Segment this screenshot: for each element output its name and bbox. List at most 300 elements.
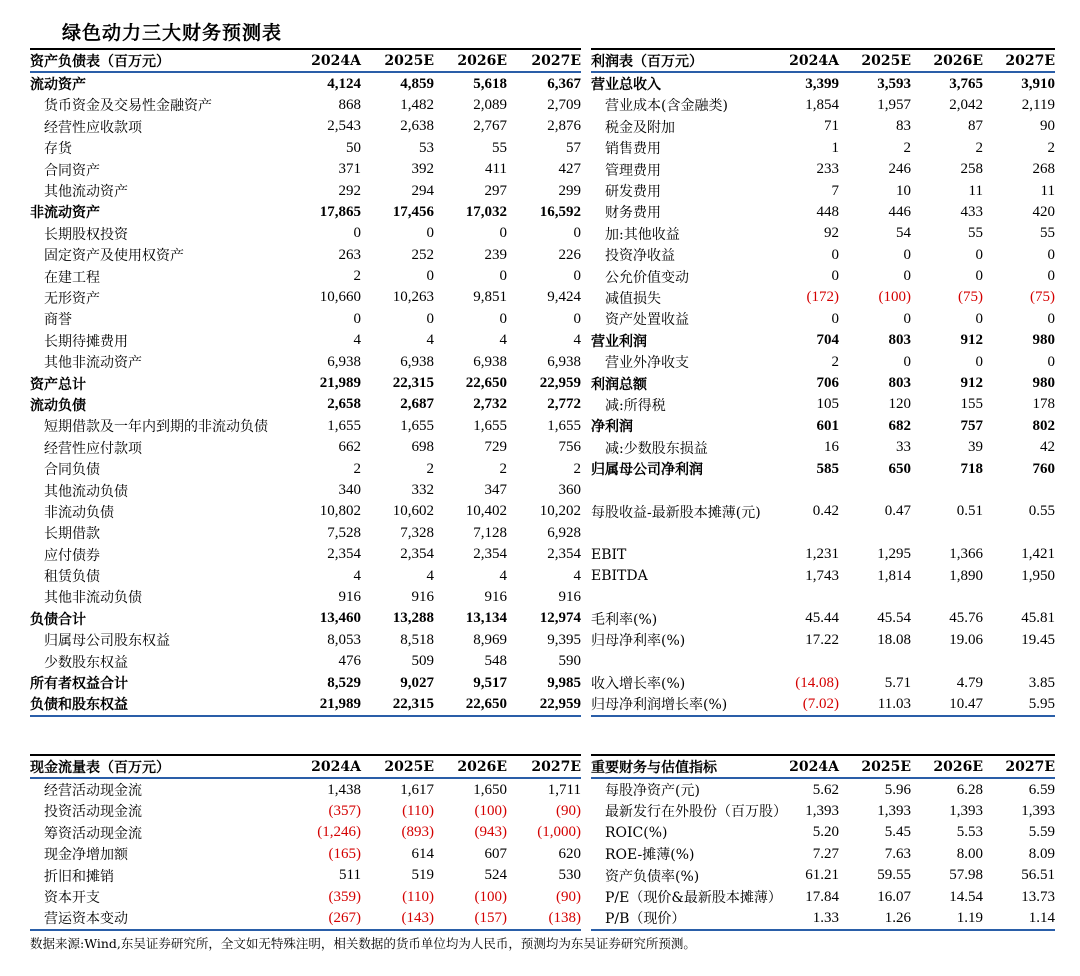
cell-value: 2 — [1047, 139, 1055, 156]
cell-value: 2,354 — [400, 546, 434, 563]
cell-value: 6.59 — [1028, 781, 1055, 798]
cell-value: 0 — [1047, 310, 1055, 327]
table-row — [591, 480, 1055, 501]
cell-value: 45.44 — [805, 610, 839, 627]
cell-value: 4 — [353, 332, 361, 349]
cell-value: 45.54 — [877, 610, 911, 627]
cell-value: 263 — [338, 246, 361, 263]
row-label: 营业总收入 — [591, 77, 661, 94]
cell-value: 706 — [816, 375, 839, 392]
cell-value: 614 — [411, 845, 434, 862]
cell-value: 1,743 — [805, 567, 839, 584]
cell-value: 650 — [888, 460, 911, 477]
column-header: 2026E — [457, 758, 507, 775]
table-row — [30, 223, 581, 244]
row-label: 经营性应付款项 — [44, 440, 142, 457]
cell-value: 0 — [975, 246, 983, 263]
table-row — [591, 523, 1055, 544]
cell-value: 120 — [888, 396, 911, 413]
table-row — [30, 886, 581, 907]
cell-value: 433 — [960, 203, 983, 220]
cell-value: 4 — [573, 332, 581, 349]
cell-value: (75) — [1030, 289, 1055, 306]
cell-value: 0.42 — [812, 503, 839, 520]
table-row — [30, 437, 581, 458]
cell-value: 8.00 — [956, 845, 983, 862]
cell-value: 332 — [411, 482, 434, 498]
cell-value: 2 — [831, 353, 839, 370]
row-label: 筹资活动现金流 — [44, 825, 142, 842]
row-label: 每股收益-最新股本摊薄(元) — [591, 504, 761, 521]
cell-value: 2 — [903, 139, 911, 156]
table-row — [30, 694, 581, 716]
table-row — [591, 501, 1055, 522]
cell-value: 3.85 — [1028, 674, 1055, 691]
cell-value: 19.45 — [1021, 631, 1055, 648]
table-row — [591, 865, 1055, 886]
table-header-row — [591, 755, 1055, 778]
cell-value: 21,989 — [319, 375, 361, 392]
cell-value: 19.06 — [949, 631, 983, 648]
cell-value: (267) — [328, 909, 361, 926]
table-row — [591, 822, 1055, 843]
cell-value: 226 — [558, 246, 581, 263]
cell-value: 0 — [903, 310, 911, 327]
cell-value: 601 — [816, 417, 839, 434]
table-row — [30, 587, 581, 608]
table-row — [591, 886, 1055, 907]
cell-value: 22,650 — [465, 695, 507, 712]
cell-value: 6,367 — [547, 75, 581, 92]
table-row — [30, 778, 581, 800]
row-label: 商誉 — [44, 312, 72, 329]
cell-value: 2 — [573, 460, 581, 477]
cell-value — [767, 651, 839, 672]
cell-value: 1.19 — [956, 909, 983, 926]
cell-value: 0 — [573, 310, 581, 327]
row-label: 归属母公司股东权益 — [44, 633, 170, 650]
cell-value: (157) — [474, 909, 507, 926]
column-header: 2024A — [789, 758, 839, 775]
table-row — [30, 844, 581, 865]
cell-value: 178 — [1032, 396, 1055, 413]
row-label: EBITDA — [591, 568, 648, 585]
cell-value: 1,393 — [877, 802, 911, 819]
table-row — [591, 245, 1055, 266]
cell-value: 0 — [1047, 268, 1055, 285]
cell-value: (1,000) — [537, 824, 581, 841]
cell-value: 4 — [573, 567, 581, 584]
cell-value: 294 — [411, 182, 434, 199]
column-header: 2026E — [933, 758, 983, 775]
row-label: 投资净收益 — [605, 248, 675, 265]
column-header: 2027E — [1005, 758, 1055, 775]
page-title: 绿色动力三大财务预测表 — [62, 22, 283, 44]
cell-value: 620 — [558, 845, 581, 862]
cell-value: 392 — [411, 161, 434, 178]
cell-value: 3,910 — [1021, 75, 1055, 92]
cell-value: (943) — [474, 824, 507, 841]
cell-value: 2,767 — [473, 118, 507, 135]
table-row — [30, 523, 581, 544]
cell-value: 2 — [426, 460, 434, 477]
table-row — [591, 844, 1055, 865]
row-label: 最新发行在外股份（百万股） — [605, 804, 787, 821]
cell-value: 6.28 — [956, 781, 983, 798]
cell-value: 1,393 — [805, 802, 839, 819]
column-header: 2027E — [531, 758, 581, 775]
cell-value: 11.03 — [877, 695, 911, 712]
cell-value: 22,315 — [392, 695, 434, 712]
cell-value: 0 — [499, 268, 507, 285]
cell-value: 1,650 — [473, 781, 507, 798]
cell-value: 340 — [338, 482, 361, 498]
table-row — [591, 116, 1055, 137]
cell-value: 0 — [831, 246, 839, 263]
row-label: 经营活动现金流 — [44, 783, 142, 800]
cell-value: 682 — [888, 417, 911, 434]
row-label: 非流动负债 — [44, 504, 114, 521]
cell-value: (1,246) — [317, 824, 361, 841]
cell-value: 1.14 — [1028, 909, 1055, 926]
cell-value: 511 — [339, 867, 361, 884]
cell-value: 8,518 — [400, 631, 434, 648]
cell-value: 729 — [484, 439, 507, 456]
row-label: 资产负债率(%) — [605, 868, 700, 885]
cell-value — [983, 480, 1055, 501]
cell-value — [767, 587, 839, 608]
cell-value: 0.55 — [1028, 503, 1055, 520]
cell-value: 292 — [338, 182, 361, 199]
cell-value — [767, 523, 839, 544]
cell-value: 704 — [816, 332, 839, 349]
row-label: 合同资产 — [44, 162, 100, 179]
table-row — [30, 565, 581, 586]
cell-value: 252 — [411, 246, 434, 263]
cell-value: 6,938 — [547, 353, 581, 370]
cell-value: 5.95 — [1028, 695, 1055, 712]
cell-value: 662 — [338, 439, 361, 456]
cell-value: 33 — [896, 439, 911, 456]
table-row — [591, 180, 1055, 201]
row-label: 存货 — [44, 141, 72, 158]
table-row — [591, 908, 1055, 930]
cell-value: 6,938 — [473, 353, 507, 370]
table-row — [591, 330, 1055, 351]
cell-value: 17.22 — [805, 631, 839, 648]
cell-value: 22,650 — [465, 375, 507, 392]
cell-value: (357) — [328, 802, 361, 819]
cell-value: 59.55 — [877, 867, 911, 884]
table-row — [30, 116, 581, 137]
cell-value: 9,517 — [473, 674, 507, 691]
row-label: 其他流动资产 — [44, 184, 128, 201]
cell-value: 0 — [831, 310, 839, 327]
cell-value: 2,543 — [327, 118, 361, 135]
cell-value: 9,424 — [547, 289, 581, 306]
table-row — [30, 544, 581, 565]
cell-value: 2,354 — [547, 546, 581, 563]
cell-value: 8.09 — [1028, 845, 1055, 862]
cell-value: 7 — [831, 182, 839, 199]
cell-value: 18.08 — [877, 631, 911, 648]
cell-value: 9,985 — [547, 674, 581, 691]
table-row — [30, 908, 581, 930]
cell-value: 1,950 — [1021, 567, 1055, 584]
row-label: 资产总计 — [30, 376, 86, 393]
cell-value: 10.47 — [949, 695, 983, 712]
cell-value: 1 — [831, 139, 839, 156]
cell-value: 17.84 — [805, 888, 839, 905]
row-label: P/E（现价&最新股本摊薄） — [605, 890, 782, 907]
table-row — [591, 544, 1055, 565]
cell-value: (14.08) — [795, 674, 839, 691]
row-label: 管理费用 — [605, 162, 661, 179]
row-label: 利润总额 — [591, 376, 647, 393]
cell-value: 61.21 — [805, 867, 839, 884]
cell-value: 39 — [968, 439, 983, 456]
cell-value: 590 — [558, 653, 581, 670]
cell-value: 0.47 — [884, 503, 911, 520]
row-label: 非流动资产 — [30, 205, 100, 222]
cell-value: 53 — [419, 139, 434, 156]
row-label: 收入增长率(%) — [591, 676, 686, 693]
cell-value: 0 — [353, 310, 361, 327]
cell-value: (90) — [556, 888, 581, 905]
cell-value: 7,328 — [400, 524, 434, 541]
cell-value: 757 — [960, 417, 983, 434]
row-label: 其他流动负债 — [44, 483, 128, 500]
cell-value: 5.71 — [884, 674, 911, 691]
row-label: 研发费用 — [605, 184, 661, 201]
cell-value: 3,399 — [805, 75, 839, 92]
row-label: 无形资产 — [44, 290, 100, 307]
valuation-table — [591, 754, 1055, 931]
cell-value: (165) — [328, 845, 361, 862]
cell-value: 2,709 — [547, 96, 581, 113]
cell-value: 0 — [903, 353, 911, 370]
row-label — [591, 587, 767, 608]
row-label: 资本开支 — [44, 890, 100, 907]
row-label: 减:所得税 — [605, 397, 666, 414]
cell-value: 371 — [338, 161, 361, 178]
cell-value: (143) — [401, 909, 434, 926]
table-row — [591, 309, 1055, 330]
table-row — [30, 865, 581, 886]
cell-value: 916 — [338, 588, 361, 605]
cell-value: 5,618 — [473, 75, 507, 92]
table-row — [591, 95, 1055, 116]
cell-value: 233 — [816, 161, 839, 178]
cell-value: 45.76 — [949, 610, 983, 627]
cell-value: 5.45 — [884, 824, 911, 841]
column-header: 2024A — [311, 758, 361, 775]
cell-value: (100) — [474, 888, 507, 905]
cell-value — [911, 587, 983, 608]
cell-value: 446 — [888, 203, 911, 220]
cell-value: 90 — [1040, 118, 1055, 135]
row-label: 减值损失 — [605, 290, 661, 307]
cell-value: 868 — [338, 96, 361, 113]
balance-sheet-table — [30, 48, 581, 717]
cell-value: 0 — [573, 225, 581, 242]
cell-value: 2,089 — [473, 96, 507, 113]
table-row — [591, 373, 1055, 394]
cell-value: 7.63 — [884, 845, 911, 862]
cell-value: (359) — [328, 888, 361, 905]
table-row — [30, 501, 581, 522]
cell-value: 2,732 — [473, 396, 507, 413]
cell-value: (110) — [402, 888, 434, 905]
table-row — [591, 565, 1055, 586]
row-label: P/B（现价） — [605, 911, 686, 928]
table-row — [591, 672, 1055, 693]
cell-value — [983, 651, 1055, 672]
cell-value: 803 — [888, 375, 911, 392]
cell-value: 155 — [960, 396, 983, 413]
row-label: 税金及附加 — [605, 119, 675, 136]
cell-value: 105 — [816, 396, 839, 413]
row-label: 所有者权益合计 — [30, 676, 128, 693]
cell-value: 585 — [816, 460, 839, 477]
cell-value: 17,865 — [319, 203, 361, 220]
cell-value: 14.54 — [949, 888, 983, 905]
cell-value: 5.53 — [956, 824, 983, 841]
row-label: 销售费用 — [605, 141, 661, 158]
cell-value: 7,528 — [327, 524, 361, 541]
cell-value: 13,134 — [465, 610, 507, 627]
cashflow-table — [30, 754, 581, 931]
row-label: 负债合计 — [30, 611, 86, 628]
cell-value: (100) — [878, 289, 911, 306]
cell-value: 1,393 — [1021, 802, 1055, 819]
cell-value: 10,263 — [392, 289, 434, 306]
cell-value: 0 — [353, 225, 361, 242]
table-row — [30, 608, 581, 629]
table-row — [30, 95, 581, 116]
cell-value: 2,687 — [400, 396, 434, 413]
row-label: 净利润 — [591, 419, 633, 436]
cell-value: 0 — [975, 268, 983, 285]
cell-value: 55 — [1040, 225, 1055, 242]
cell-value: 8,969 — [473, 631, 507, 648]
cell-value: 1,438 — [327, 781, 361, 798]
table-row — [591, 72, 1055, 94]
column-header: 2026E — [457, 52, 507, 69]
cell-value: 16,592 — [539, 203, 581, 220]
row-label: EBIT — [591, 546, 627, 563]
cell-value: 2,042 — [949, 96, 983, 113]
cell-value: 6,938 — [400, 353, 434, 370]
cell-value: 0 — [1047, 246, 1055, 263]
cell-value: 1,655 — [547, 417, 581, 434]
table-row — [591, 287, 1055, 308]
cell-value: 8,529 — [327, 674, 361, 691]
cell-value: 10,660 — [319, 289, 361, 306]
cell-value: 698 — [411, 439, 434, 456]
cell-value: 1,814 — [877, 567, 911, 584]
cell-value: 1,295 — [877, 546, 911, 563]
row-label: 营业外净收支 — [605, 355, 689, 372]
row-label: 租赁负债 — [44, 569, 100, 586]
cell-value — [839, 480, 911, 501]
table-row — [30, 309, 581, 330]
cell-value: 50 — [346, 139, 361, 156]
cell-value: 54 — [896, 225, 911, 242]
cell-value: 10,802 — [319, 503, 361, 520]
cell-value: 1,421 — [1021, 546, 1055, 563]
table-header-row — [591, 49, 1055, 72]
cell-value — [911, 651, 983, 672]
column-header: 2025E — [384, 52, 434, 69]
cell-value: 3,593 — [877, 75, 911, 92]
row-label: 固定资产及使用权资产 — [44, 248, 184, 265]
row-label: 折旧和摊销 — [44, 868, 114, 885]
cell-value: 1,711 — [547, 781, 581, 798]
table-row — [30, 330, 581, 351]
cell-value: 45.81 — [1021, 610, 1055, 627]
cell-value: 347 — [484, 482, 507, 498]
table-row — [30, 458, 581, 479]
cell-value: (100) — [474, 802, 507, 819]
cell-value: 13,288 — [392, 610, 434, 627]
cell-value: 1,393 — [949, 802, 983, 819]
cell-value: 912 — [960, 332, 983, 349]
cell-value: 5.59 — [1028, 824, 1055, 841]
table-row — [591, 778, 1055, 800]
cell-value: 22,959 — [539, 695, 581, 712]
cell-value: 524 — [484, 867, 507, 884]
cell-value: 607 — [484, 845, 507, 862]
cell-value: 0 — [426, 268, 434, 285]
cell-value: 0 — [903, 246, 911, 263]
cell-value: 1,482 — [400, 96, 434, 113]
table-row — [30, 138, 581, 159]
cell-value — [911, 480, 983, 501]
table-row — [591, 138, 1055, 159]
cell-value: 13,460 — [319, 610, 361, 627]
cell-value: (138) — [548, 909, 581, 926]
table-row — [30, 672, 581, 693]
cell-value: 718 — [960, 460, 983, 477]
cell-value: (7.02) — [802, 695, 839, 712]
row-label: 减:少数股东损益 — [605, 440, 708, 457]
table-row — [591, 651, 1055, 672]
cell-value: 6,928 — [547, 524, 581, 541]
cell-value: 2 — [353, 460, 361, 477]
row-label — [591, 523, 767, 544]
table-row — [591, 159, 1055, 180]
cell-value: 2 — [353, 268, 361, 285]
cell-value: 411 — [485, 161, 507, 178]
table-row — [30, 266, 581, 287]
cell-value: 5.20 — [812, 824, 839, 841]
cell-value: 42 — [1040, 439, 1055, 456]
table-row — [591, 202, 1055, 223]
cell-value: 448 — [816, 203, 839, 220]
cell-value: 3,765 — [949, 75, 983, 92]
cell-value: 0 — [573, 268, 581, 285]
table-row — [30, 801, 581, 822]
cell-value: 4,859 — [400, 75, 434, 92]
cell-value — [839, 523, 911, 544]
table-row — [30, 394, 581, 415]
table-row — [591, 416, 1055, 437]
cell-value: 912 — [960, 375, 983, 392]
row-label: 财务费用 — [605, 205, 661, 222]
cell-value: 0 — [903, 268, 911, 285]
cell-value: 299 — [558, 182, 581, 199]
